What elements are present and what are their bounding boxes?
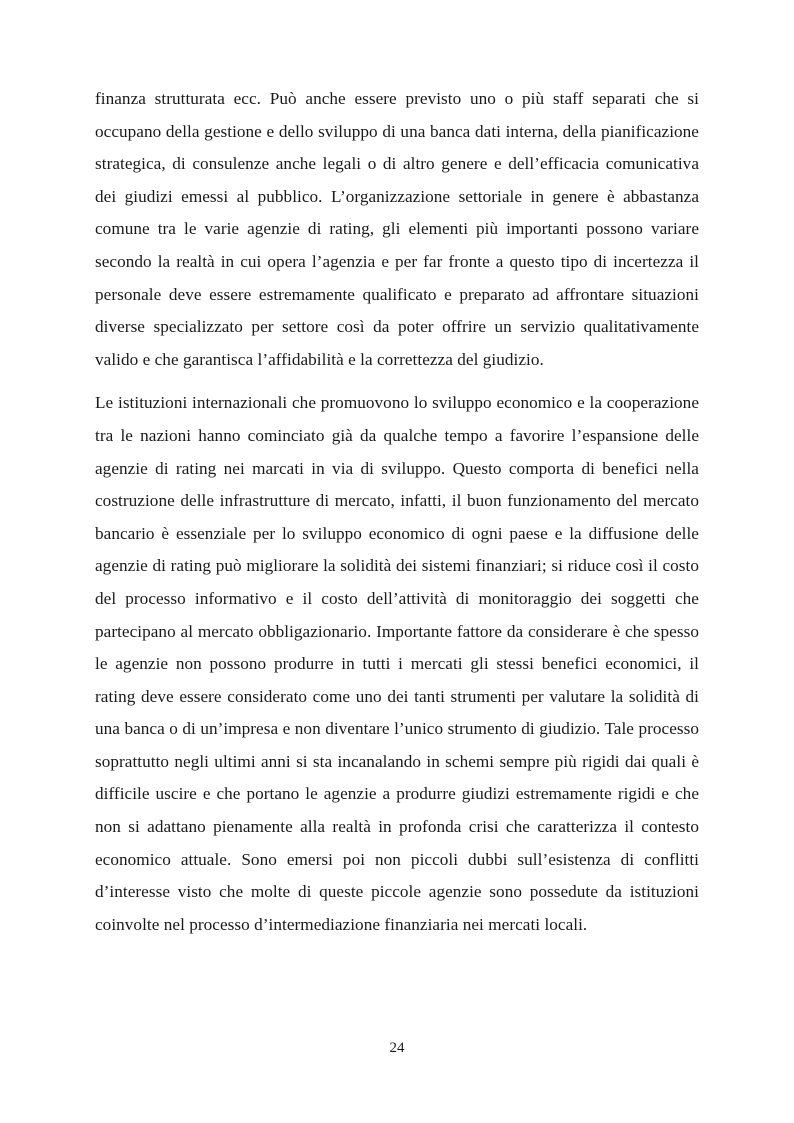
page-body bbox=[95, 83, 699, 941]
page-number: 24 bbox=[389, 1040, 405, 1056]
paragraph-2: Le istituzioni internazionali che promuovono lo sviluppo economico e la cooperazione tra le nazioni hanno cominciato già da qualche tempo a favorire l’espansione delle agenzie di rating nei marcati in via di sviluppo. Questo comporta di benefici nella costruzione delle infrastrutture di mercato, infatti, il buon funzionamento del mercato bancario è essenziale per lo sviluppo economico di ogni paese e la diffusione delle agenzie di rating può migliorare la solidità dei sistemi finanziari; si riduce così il costo del processo informativo e il costo dell’attività di monitoraggio dei soggetti che partecipano al mercato obbligazionario. Importante fattore da considerare è che spesso le agenzie non possono produrre in tutti i mercati gli stessi benefici economici, il rating deve essere considerato come uno dei tanti strumenti per valutare la solidità di una banca o di un’impresa e non diventare l’unico strumento di giudizio. Tale processo soprattutto negli ultimi anni si sta incanalando in schemi sempre più rigidi dai quali è difficile uscire e che portano le agenzie a produrre giudizi estremamente rigidi e che non si adattano pienamente alla realtà in profonda crisi che caratterizza il contesto economico attuale. Sono emersi poi non piccoli dubbi sull’esistenza di conflitti d’interesse visto che molte di queste piccole agenzie sono possedute da istituzioni coinvolte nel processo d’intermediazione finanziaria nei mercati locali. bbox=[95, 393, 699, 934]
paragraph-1: finanza strutturata ecc. Può anche essere previsto uno o più staff separati che si occupano della gestione e dello sviluppo di una banca dati interna, della pianificazione strategica, di consulenze anche legali o di altro genere e dell’efficacia comunicativa dei giudizi emessi al pubblico. L’organizzazione settoriale in genere è abbastanza comune tra le varie agenzie di rating, gli elementi più importanti possono variare secondo la realtà in cui opera l’agenzia e per far fronte a questo tipo di incertezza il personale deve essere estremamente qualificato e preparato ad affrontare situazioni diverse specializzato per settore così da poter offrire un servizio qualitativamente valido e che garantisca l’affidabilità e la correttezza del giudizio. bbox=[95, 89, 699, 369]
